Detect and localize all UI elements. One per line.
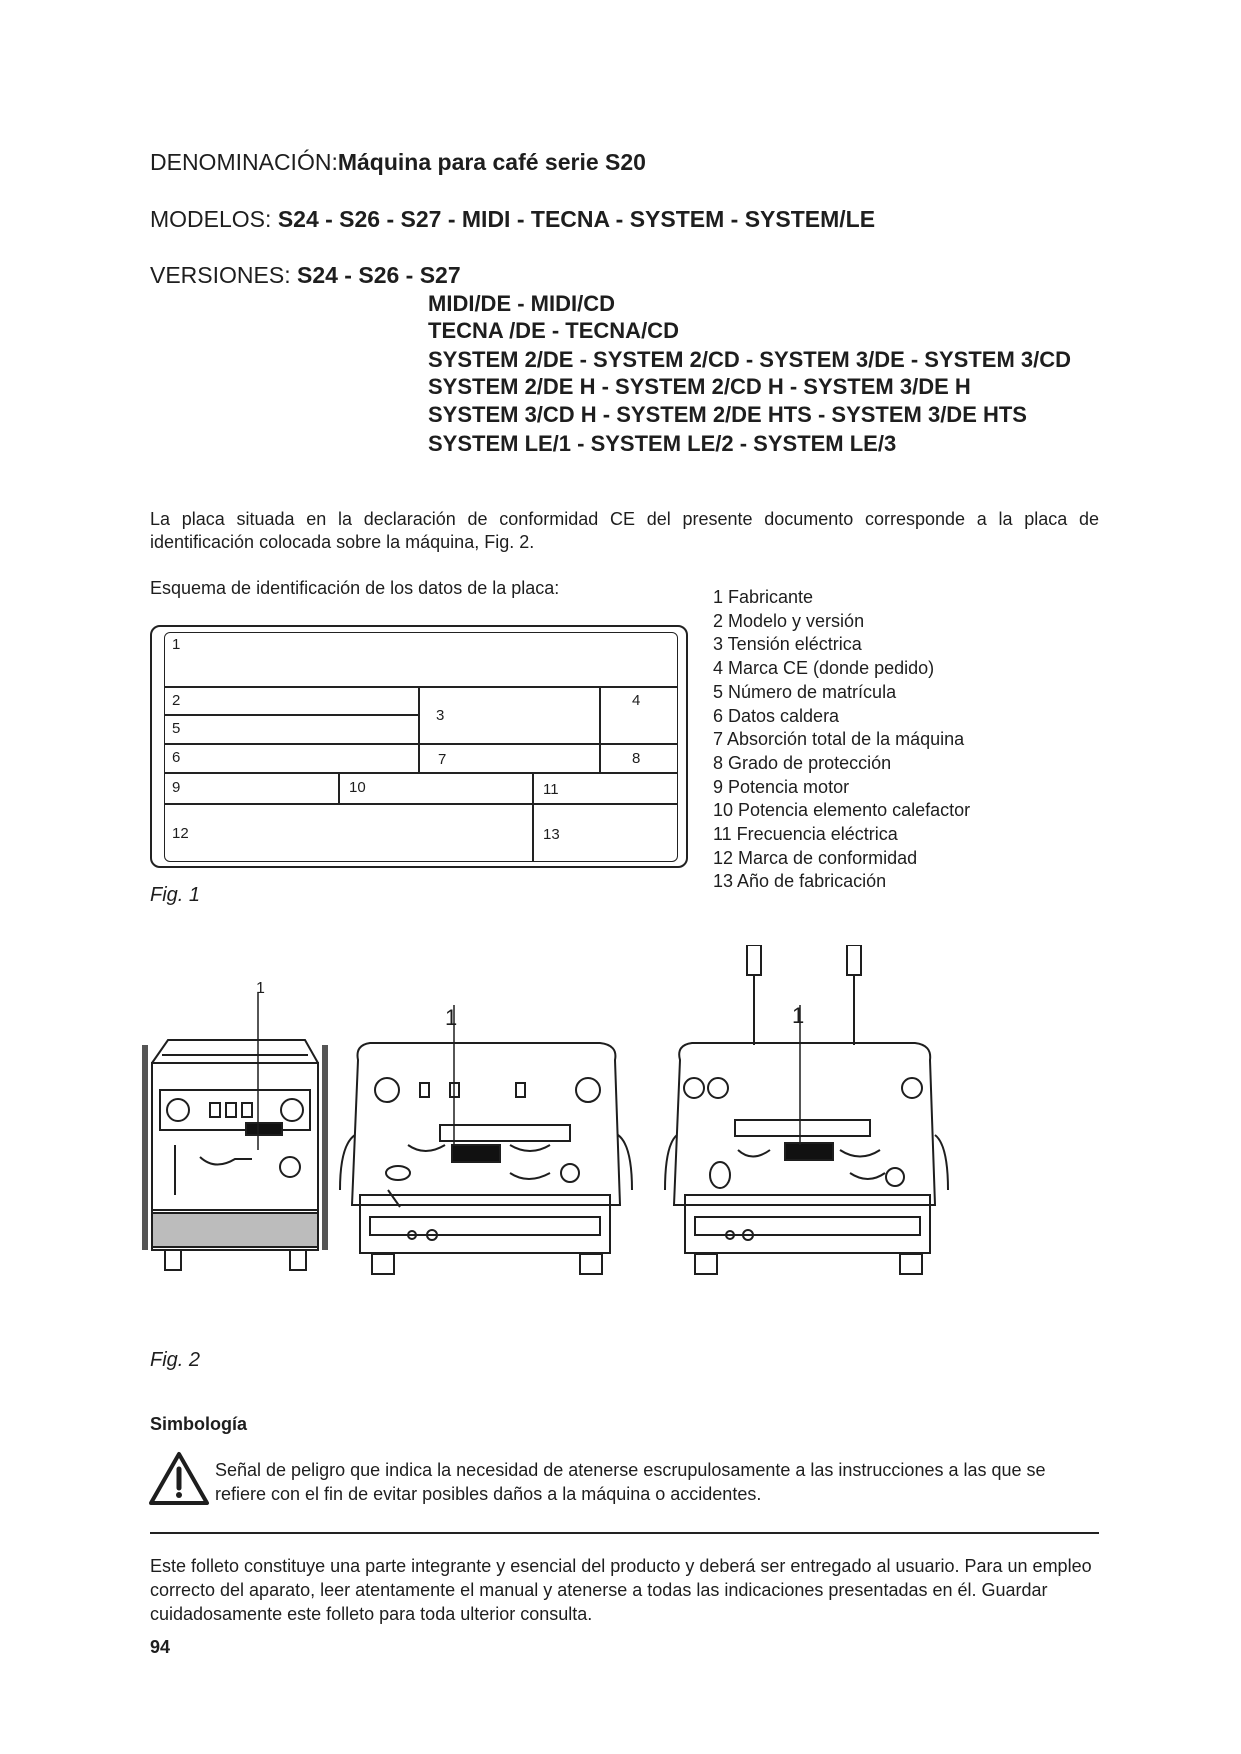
modelos-label: MODELOS: xyxy=(150,206,278,232)
list-item: 5 Número de matrícula xyxy=(713,681,897,702)
version-line: MIDI/DE - MIDI/CD xyxy=(428,291,615,316)
callout-label: 1 xyxy=(445,1005,458,1030)
list-item: 7 Absorción total de la máquina xyxy=(713,729,965,750)
version-line: SYSTEM 2/DE H - SYSTEM 2/CD H - SYSTEM 3/DE H xyxy=(428,374,971,399)
plate-cell-label: 2 xyxy=(172,692,181,709)
plate-cell-label: 5 xyxy=(172,720,181,737)
version-line: SYSTEM 2/DE - SYSTEM 2/CD - SYSTEM 3/DE - SYSTEM 3/CD xyxy=(428,347,1072,372)
versiones-first: S24 - S26 - S27 xyxy=(296,262,461,288)
simbologia-title: Simbología xyxy=(150,1414,248,1434)
footer-paragraph: Este folleto constituye una parte integrante y esencial del producto y deberá ser entregado al usuario. Para un empleo correcto del aparato, leer atentamente el manual y atenerse a todas las indicaciones presentadas en él. Guardar cuidadosamente este folleto para toda ulterior consulta. xyxy=(150,1556,1092,1624)
list-item: 1 Fabricante xyxy=(713,587,814,607)
denominacion-line xyxy=(150,149,646,176)
divider xyxy=(150,1532,1099,1534)
version-line: SYSTEM 3/CD H - SYSTEM 2/DE HTS - SYSTEM 3/DE HTS xyxy=(428,402,1027,427)
warning-icon xyxy=(148,1451,210,1506)
machine-single-group xyxy=(145,993,325,1270)
plate-divider xyxy=(165,714,418,716)
plate-diagram xyxy=(164,632,678,862)
plate-divider xyxy=(165,772,677,774)
list-item: 2 Modelo y versión xyxy=(713,610,865,631)
plate-cell-label: 13 xyxy=(543,826,560,843)
list-item: 6 Datos caldera xyxy=(713,705,840,726)
list-item: 8 Grado de protección xyxy=(713,752,892,773)
version-line: SYSTEM LE/1 - SYSTEM LE/2 - SYSTEM LE/3 xyxy=(428,431,897,456)
intro-paragraph: La placa situada en la declaración de conformidad CE del presente documento corresponde a la placa de identificación colocada sobre la máquina, Fig. 2. xyxy=(150,509,1099,552)
callout-label: 1 xyxy=(792,1003,805,1028)
plate-cell-label: 12 xyxy=(172,825,189,842)
fig1-caption: Fig. 1 xyxy=(150,884,201,906)
plate-cell-label: 7 xyxy=(438,751,447,768)
versiones-label: VERSIONES: xyxy=(150,262,297,288)
list-item: 10 Potencia elemento calefactor xyxy=(713,800,971,821)
list-item: 11 Frecuencia eléctrica xyxy=(713,824,898,845)
modelos-value: S24 - S26 - S27 - MIDI - TECNA - SYSTEM - SYSTEM/LE xyxy=(277,206,876,232)
plate-cell-label: 9 xyxy=(172,779,181,796)
plate-cell-label: 3 xyxy=(436,707,445,724)
warning-text: Señal de peligro que indica la necesidad de atenerse escrupulosamente a las instrucciones a las que se refiere con el fin de evitar posibles daños a la máquina o accidentes. xyxy=(215,1460,1046,1504)
page-number: 94 xyxy=(150,1637,171,1657)
plate-divider xyxy=(532,772,534,861)
versiones-line xyxy=(150,262,461,289)
denominacion-label: DENOMINACIÓN: xyxy=(150,149,338,175)
plate-divider xyxy=(418,686,420,772)
plate-cell-label: 11 xyxy=(543,781,559,798)
modelos-line xyxy=(150,206,875,233)
plate-divider xyxy=(165,803,677,805)
denominacion-value: Máquina para café serie S20 xyxy=(337,149,646,175)
plate-divider xyxy=(599,686,601,772)
fig2-caption: Fig. 2 xyxy=(150,1349,201,1371)
schema-title: Esquema de identificación de los datos de la placa: xyxy=(150,578,560,598)
list-item: 13 Año de fabricación xyxy=(713,871,887,892)
list-item: 4 Marca CE (donde pedido) xyxy=(713,658,935,679)
callout-label: 1 xyxy=(256,980,265,997)
plate-legend xyxy=(713,586,970,894)
machines-illustration xyxy=(140,945,1120,1305)
list-item: 9 Potencia motor xyxy=(713,776,850,797)
plate-cell-label: 10 xyxy=(349,779,366,796)
plate-cell-label: 4 xyxy=(632,692,641,709)
list-item: 12 Marca de conformidad xyxy=(713,847,918,868)
list-item: 3 Tensión eléctrica xyxy=(713,634,862,655)
plate-divider xyxy=(338,772,340,803)
plate-cell-label: 8 xyxy=(632,750,641,767)
plate-cell-label: 1 xyxy=(172,636,181,653)
machine-two-group xyxy=(340,1005,632,1274)
machine-two-group-steam xyxy=(665,945,948,1274)
version-line: TECNA /DE - TECNA/CD xyxy=(428,318,679,343)
plate-cell-label: 6 xyxy=(172,749,181,766)
